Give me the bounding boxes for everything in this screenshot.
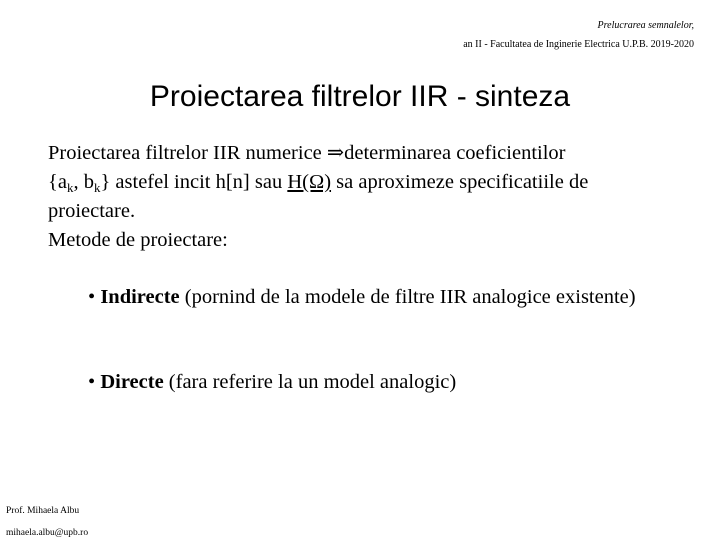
bullet-desc: (fara referire la un model analogic) (163, 371, 457, 393)
frequency-response-label: H(Ω) (287, 171, 332, 193)
author-name: Prof. Mihaela Albu (6, 506, 80, 516)
author-email: mihaela.albu@upb.ro (6, 528, 89, 538)
body-line-2-middle: } astefel incit h[n] sau (100, 171, 288, 193)
slide-title: Proiectarea filtrelor IIR - sinteza (149, 80, 571, 113)
slide-header (463, 16, 694, 54)
coef-subscript-a: k (66, 180, 74, 195)
bullet-term: Indirecte (100, 286, 180, 308)
slide-body (48, 139, 698, 255)
slide-footer (6, 500, 88, 544)
bullet-mark-icon: • (88, 371, 96, 393)
bullet-mark-icon: • (88, 286, 96, 308)
body-line-1-start: Proiectarea filtrelor IIR numerice (48, 142, 327, 164)
body-line-4: Metode de proiectare: (48, 229, 228, 251)
coef-separator: , b (73, 171, 94, 193)
body-line-3: proiectare. (48, 200, 136, 222)
institution-line: an II - Facultatea de Inginerie Electrica U.P.B. 2019-2020 (463, 39, 694, 50)
body-line-1 (48, 139, 698, 168)
bullet-indirecte (88, 283, 688, 312)
body-line-1-end: determinarea coeficientilor (344, 142, 566, 164)
implies-arrow-icon: ⇒ (326, 142, 345, 164)
coef-open: {a (48, 171, 67, 193)
bullet-desc: (pornind de la modele de filtre IIR analogice existente) (179, 286, 636, 308)
bullet-directe (88, 368, 688, 397)
course-name: Prelucrarea semnalelor, (597, 20, 694, 31)
body-line-2-end: sa aproximeze specificatiile de (331, 171, 589, 193)
bullet-term: Directe (100, 371, 164, 393)
coef-subscript-b: k (93, 180, 101, 195)
body-line-2 (48, 168, 698, 197)
